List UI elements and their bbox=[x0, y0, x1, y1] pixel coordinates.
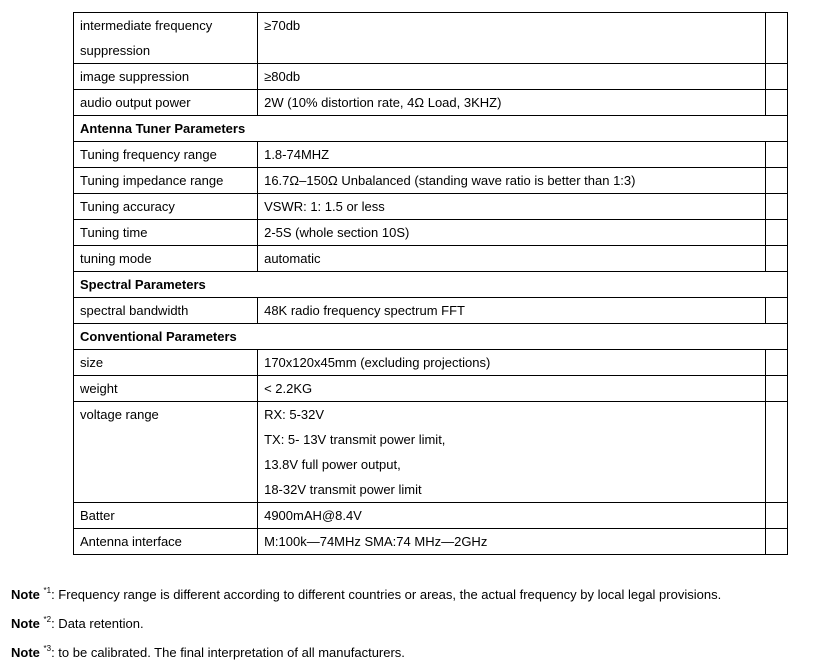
param-value bbox=[258, 64, 766, 90]
value-line: 48K radio frequency spectrum FFT bbox=[264, 303, 465, 318]
table-row bbox=[74, 503, 788, 529]
param-name: Tuning frequency range bbox=[74, 142, 258, 168]
value-line: TX: 5- 13V transmit power limit, bbox=[264, 432, 446, 447]
param-value bbox=[258, 246, 766, 272]
empty-cell bbox=[765, 13, 787, 64]
note bbox=[11, 607, 721, 636]
param-value bbox=[258, 13, 766, 64]
value-line: VSWR: 1: 1.5 or less bbox=[264, 199, 385, 214]
param-value bbox=[258, 90, 766, 116]
value-line: 1.8-74MHZ bbox=[264, 147, 330, 162]
note-mark: *2 bbox=[43, 615, 52, 624]
param-name: size bbox=[74, 350, 258, 376]
param-name: tuning mode bbox=[74, 246, 258, 272]
param-value bbox=[258, 376, 766, 402]
note bbox=[11, 578, 721, 607]
value-line: ≥70db bbox=[264, 18, 301, 33]
section-header-row bbox=[74, 324, 788, 350]
note-mark: *1 bbox=[43, 586, 52, 595]
table-row bbox=[74, 246, 788, 272]
empty-cell bbox=[765, 168, 787, 194]
note-label: Note bbox=[11, 587, 40, 602]
value-line: 18-32V transmit power limit bbox=[264, 482, 422, 497]
param-name: voltage range bbox=[74, 402, 258, 503]
empty-cell bbox=[765, 376, 787, 402]
value-line: RX: 5-32V bbox=[264, 407, 325, 422]
empty-cell bbox=[765, 90, 787, 116]
section-title: Conventional Parameters bbox=[74, 324, 788, 350]
param-name: Tuning accuracy bbox=[74, 194, 258, 220]
param-value bbox=[258, 142, 766, 168]
table-row bbox=[74, 13, 788, 64]
empty-cell bbox=[765, 142, 787, 168]
empty-cell bbox=[765, 298, 787, 324]
note bbox=[11, 636, 721, 665]
value-line: ≥80db bbox=[264, 69, 301, 84]
empty-cell bbox=[765, 194, 787, 220]
empty-cell bbox=[765, 220, 787, 246]
notes bbox=[11, 578, 721, 665]
empty-cell bbox=[765, 246, 787, 272]
table-row bbox=[74, 168, 788, 194]
value-line: 16.7Ω–150Ω Unbalanced (standing wave ratio is better than 1:3) bbox=[264, 173, 636, 188]
value-line: 2W (10% distortion rate, 4Ω Load, 3KHZ) bbox=[264, 95, 502, 110]
value-line: 170x120x45mm (excluding projections) bbox=[264, 355, 491, 370]
empty-cell bbox=[765, 529, 787, 555]
table-row bbox=[74, 220, 788, 246]
note-label: Note bbox=[11, 616, 40, 631]
spec-table bbox=[73, 12, 788, 555]
value-line: automatic bbox=[264, 251, 321, 266]
note-text: : Frequency range is different according to different countries or areas, the actual frequency by local legal provisions. bbox=[51, 587, 722, 602]
param-name: audio output power bbox=[74, 90, 258, 116]
param-value bbox=[258, 194, 766, 220]
param-name: Tuning time bbox=[74, 220, 258, 246]
empty-cell bbox=[765, 350, 787, 376]
value-line: < 2.2KG bbox=[264, 381, 313, 396]
section-title: Antenna Tuner Parameters bbox=[74, 116, 788, 142]
section-header-row bbox=[74, 272, 788, 298]
param-value bbox=[258, 168, 766, 194]
table-row bbox=[74, 350, 788, 376]
param-value bbox=[258, 220, 766, 246]
param-name: Tuning impedance range bbox=[74, 168, 258, 194]
param-name: image suppression bbox=[74, 64, 258, 90]
table-row bbox=[74, 142, 788, 168]
note-text: : Data retention. bbox=[51, 616, 144, 631]
table-row bbox=[74, 90, 788, 116]
value-line: 13.8V full power output, bbox=[264, 457, 401, 472]
empty-cell bbox=[765, 402, 787, 503]
param-value bbox=[258, 529, 766, 555]
param-name: Batter bbox=[74, 503, 258, 529]
table-row bbox=[74, 376, 788, 402]
section-title: Spectral Parameters bbox=[74, 272, 788, 298]
note-text: : to be calibrated. The final interpretation of all manufacturers. bbox=[51, 645, 405, 660]
param-name: Antenna interface bbox=[74, 529, 258, 555]
empty-cell bbox=[765, 64, 787, 90]
param-name: weight bbox=[74, 376, 258, 402]
param-name: spectral bandwidth bbox=[74, 298, 258, 324]
table-row bbox=[74, 298, 788, 324]
param-value bbox=[258, 503, 766, 529]
section-header-row bbox=[74, 116, 788, 142]
empty-cell bbox=[765, 503, 787, 529]
value-line: M:100k—74MHz SMA:74 MHz—2GHz bbox=[264, 534, 488, 549]
note-mark: *3 bbox=[43, 644, 52, 653]
note-label: Note bbox=[11, 645, 40, 660]
table-row bbox=[74, 64, 788, 90]
param-value bbox=[258, 350, 766, 376]
table-row bbox=[74, 402, 788, 503]
param-value bbox=[258, 298, 766, 324]
table-row bbox=[74, 529, 788, 555]
param-value bbox=[258, 402, 766, 503]
table-row bbox=[74, 194, 788, 220]
value-line: 4900mAH@8.4V bbox=[264, 508, 362, 523]
value-line: 2-5S (whole section 10S) bbox=[264, 225, 410, 240]
param-name: intermediate frequency suppression bbox=[74, 13, 258, 64]
